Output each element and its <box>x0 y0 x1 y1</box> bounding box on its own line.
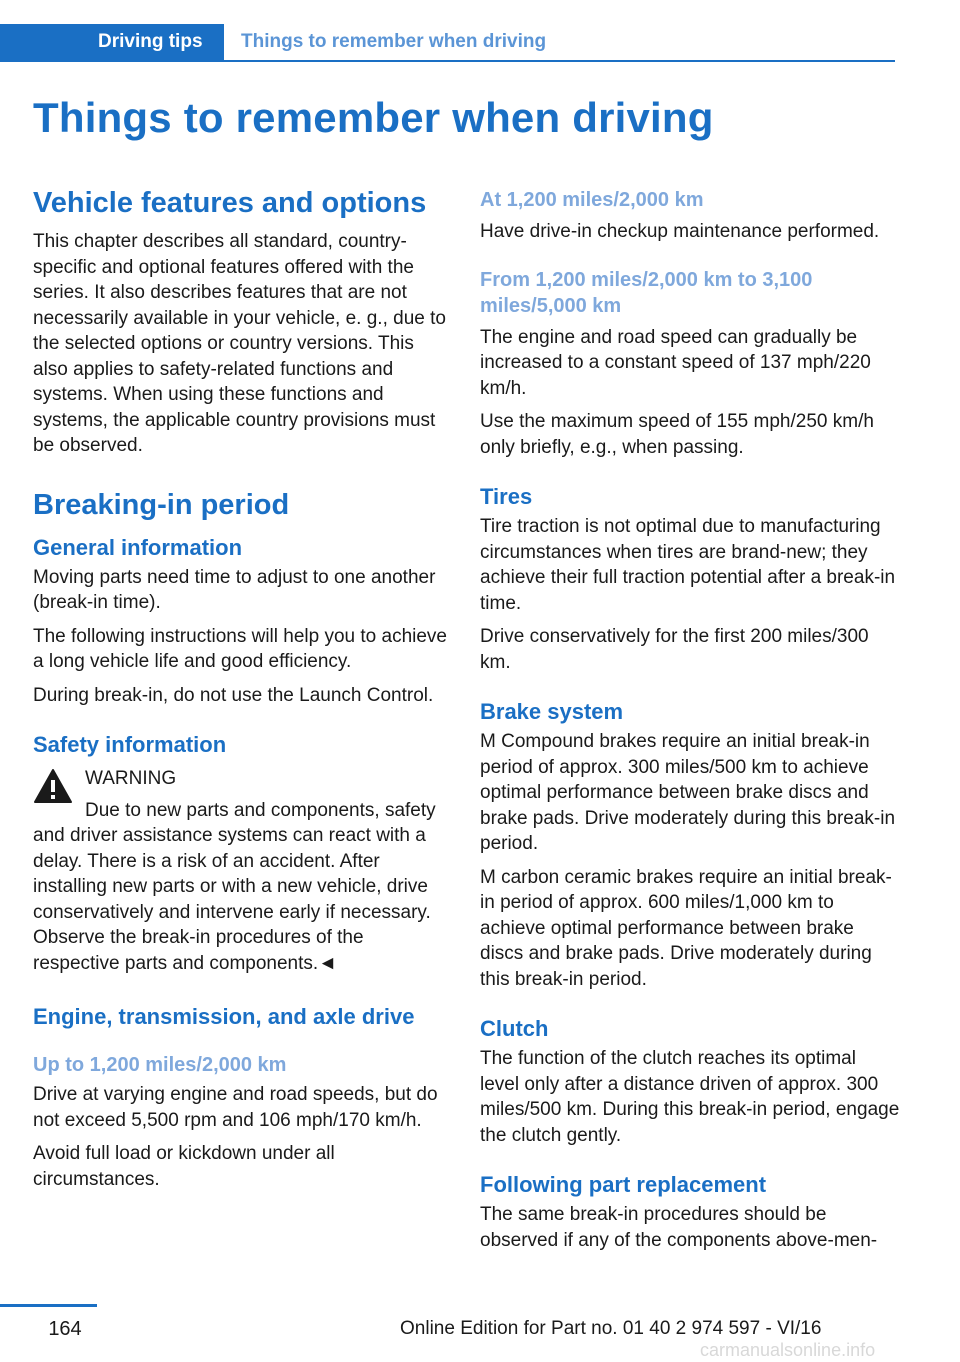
page-title: Things to remember when driving <box>33 94 714 141</box>
warning-block <box>33 766 451 976</box>
tires-text-1: Tire traction is not optimal due to manufacturing circumstances when tires are brand-new; they achieve their full traction potential after a break-in time. <box>480 516 896 614</box>
vehicle-features-text: This chapter describes all standard, country-specific and optional features offered with the series. It also describes features that are not necessarily available in your vehicle, e. g., due to the selected options or country versions. This also applies to safety-related functions and systems. When using these functions and systems, the applicable country provisions must be observed. <box>33 231 446 456</box>
warning-triangle-icon <box>33 768 73 804</box>
brake-system-text-1: M Compound brakes require an initial break-in period of approx. 300 miles/500 km to achieve optimal performance between brake discs and brake pads. Drive moderately during this break-in period. <box>480 731 896 854</box>
warning-body: Due to new parts and components, safety and driver assistance systems can react with a delay. There is a risk of an accident. After installing new parts or with a new vehicle, drive conservatively and intervene early if necessary. Observe the break-in procedures of the respective parts and components.◄ <box>33 799 436 974</box>
breaking-in-heading: Breaking-in period <box>33 488 290 521</box>
general-information-text-2: The following instructions will help you to achieve a long vehicle life and good efficiency. <box>33 625 447 672</box>
at-1200-heading: At 1,200 miles/2,000 km <box>480 189 704 211</box>
left-column <box>33 183 451 1192</box>
engine-transmission-heading: Engine, transmission, and axle drive <box>33 1004 415 1029</box>
up-to-1200-heading: Up to 1,200 miles/2,000 km <box>33 1054 287 1076</box>
vehicle-features-heading: Vehicle features and options <box>33 187 427 219</box>
warning-text <box>33 798 451 977</box>
edition-note: Online Edition for Part no. 01 40 2 974 597 - VI/16 <box>400 1318 822 1339</box>
safety-information-heading: Safety information <box>33 732 227 757</box>
warning-label: WARNING <box>85 768 177 789</box>
right-column <box>480 183 900 1253</box>
page-header <box>0 24 895 62</box>
up-to-1200-text-1: Drive at varying engine and road speeds, but do not exceed 5,500 rpm and 106 mph/170 km/h. <box>33 1084 438 1131</box>
general-information-heading: General information <box>33 534 243 560</box>
clutch-text: The function of the clutch reaches its optimal level only after a distance driven of approx. 300 miles/500 km. During this break-in period, engage the clutch gently. <box>480 1048 900 1146</box>
general-information-text-1: Moving parts need time to adjust to one another (break-in time). <box>33 566 436 613</box>
from-1200-heading: From 1,200 miles/2,000 km to 3,100 miles/5,000 km <box>480 268 813 317</box>
at-1200-text: Have drive-in checkup maintenance performed. <box>480 221 880 242</box>
breadcrumb: Things to remember when driving <box>241 31 547 52</box>
from-1200-text-2: Use the maximum speed of 155 mph/250 km/h only briefly, e.g., when passing. <box>480 411 874 458</box>
section-tab: Driving tips <box>0 24 224 60</box>
general-information-text-3: During break-in, do not use the Launch Control. <box>33 684 434 706</box>
brake-system-text-2: M carbon ceramic brakes require an initial break-in period of approx. 600 miles/1,000 km to achieve optimal performance between brake discs and brake pads. Drive moderately during this break-in period. <box>480 866 892 990</box>
footer-rule <box>0 1304 97 1307</box>
clutch-heading: Clutch <box>480 1016 549 1041</box>
page-number: 164 <box>48 1318 82 1340</box>
tires-text-2: Drive conservatively for the first 200 miles/300 km. <box>480 626 869 673</box>
following-part-replacement-heading: Following part replacement <box>480 1172 767 1197</box>
following-part-replacement-text: The same break-in procedures should be observed if any of the components above-men- <box>480 1204 878 1251</box>
brake-system-heading: Brake system <box>480 699 624 724</box>
watermark: carmanualsonline.info <box>700 1340 876 1360</box>
tires-heading: Tires <box>480 484 533 509</box>
from-1200-text-1: The engine and road speed can gradually be increased to a constant speed of 137 mph/220 km/h. <box>480 326 871 399</box>
up-to-1200-text-2: Avoid full load or kickdown under all circumstances. <box>33 1143 335 1190</box>
